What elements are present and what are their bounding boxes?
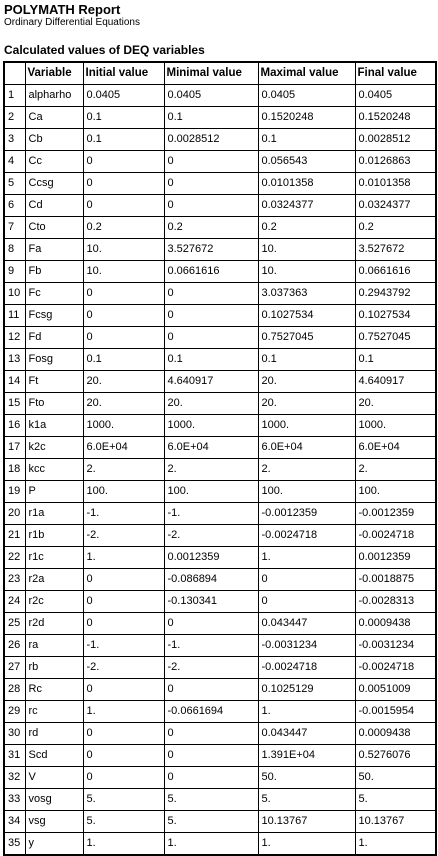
minimal-value-cell: 0 (164, 151, 258, 173)
table-row (4, 657, 436, 679)
row-index-cell: 20 (4, 503, 25, 525)
final-value-cell: 0.0051009 (355, 679, 436, 701)
initial-value-cell: 0 (83, 591, 164, 613)
initial-value-cell: 100. (83, 481, 164, 503)
maximal-value-cell: -0.0024718 (258, 525, 355, 547)
maximal-value-cell: 0.1520248 (258, 107, 355, 129)
variable-name-cell: kcc (25, 459, 83, 481)
maximal-value-cell: -0.0031234 (258, 635, 355, 657)
final-value-cell: 0.0012359 (355, 547, 436, 569)
variable-name-cell: rb (25, 657, 83, 679)
final-value-cell: 1000. (355, 415, 436, 437)
table-row (4, 261, 436, 283)
variable-name-cell: P (25, 481, 83, 503)
initial-value-cell: 20. (83, 393, 164, 415)
variable-name-cell: Cd (25, 195, 83, 217)
table-row (4, 371, 436, 393)
minimal-value-cell: 0 (164, 767, 258, 789)
row-index-cell: 6 (4, 195, 25, 217)
final-value-cell: 0.2943792 (355, 283, 436, 305)
minimal-value-cell: 0 (164, 327, 258, 349)
initial-value-cell: 0 (83, 327, 164, 349)
table-row (4, 723, 436, 745)
initial-value-cell: 10. (83, 261, 164, 283)
table-row (4, 679, 436, 701)
variable-name-cell: Cc (25, 151, 83, 173)
variable-name-cell: Fcsg (25, 305, 83, 327)
initial-value-cell: 5. (83, 789, 164, 811)
maximal-value-cell: 0 (258, 569, 355, 591)
variable-name-cell: Rc (25, 679, 83, 701)
section-heading: Calculated values of DEQ variables (4, 43, 205, 57)
table-row (4, 327, 436, 349)
final-value-cell: 50. (355, 767, 436, 789)
row-index-cell: 12 (4, 327, 25, 349)
initial-value-cell: 5. (83, 811, 164, 833)
table-row (4, 613, 436, 635)
variable-name-cell: Ca (25, 107, 83, 129)
minimal-value-cell: -0.130341 (164, 591, 258, 613)
final-value-cell: 0.1 (355, 349, 436, 371)
row-index-cell: 24 (4, 591, 25, 613)
table-row (4, 767, 436, 789)
final-value-cell: 3.527672 (355, 239, 436, 261)
table-row (4, 393, 436, 415)
deq-variables-table (3, 61, 437, 856)
final-value-cell: 0.7527045 (355, 327, 436, 349)
final-value-cell: -0.0018875 (355, 569, 436, 591)
variable-name-cell: vsg (25, 811, 83, 833)
maximal-value-cell: 2. (258, 459, 355, 481)
initial-value-cell: 1. (83, 833, 164, 856)
maximal-value-cell: 0.1 (258, 129, 355, 151)
final-value-cell: 0.0101358 (355, 173, 436, 195)
initial-value-cell: -2. (83, 657, 164, 679)
column-header-final-value: Final value (355, 62, 436, 85)
row-index-cell: 21 (4, 525, 25, 547)
maximal-value-cell: 0.1 (258, 349, 355, 371)
table-row (4, 745, 436, 767)
row-index-cell: 32 (4, 767, 25, 789)
table-row (4, 129, 436, 151)
column-header-index (4, 62, 25, 85)
final-value-cell: 0.0028512 (355, 129, 436, 151)
row-index-cell: 23 (4, 569, 25, 591)
table-header-row (4, 62, 436, 85)
minimal-value-cell: -0.086894 (164, 569, 258, 591)
maximal-value-cell: 1. (258, 833, 355, 856)
final-value-cell: -0.0015954 (355, 701, 436, 723)
final-value-cell: -0.0028313 (355, 591, 436, 613)
table-row (4, 525, 436, 547)
row-index-cell: 35 (4, 833, 25, 856)
final-value-cell: 0.0009438 (355, 723, 436, 745)
table-row (4, 349, 436, 371)
table-row (4, 151, 436, 173)
variable-name-cell: V (25, 767, 83, 789)
minimal-value-cell: 5. (164, 789, 258, 811)
maximal-value-cell: 3.037363 (258, 283, 355, 305)
table-row (4, 305, 436, 327)
final-value-cell: 100. (355, 481, 436, 503)
table-body (4, 85, 436, 856)
minimal-value-cell: 1. (164, 833, 258, 856)
minimal-value-cell: -2. (164, 657, 258, 679)
variable-name-cell: Cto (25, 217, 83, 239)
maximal-value-cell: 0.0101358 (258, 173, 355, 195)
initial-value-cell: 1. (83, 547, 164, 569)
maximal-value-cell: 1.391E+04 (258, 745, 355, 767)
maximal-value-cell: 20. (258, 371, 355, 393)
maximal-value-cell: 0 (258, 591, 355, 613)
table-row (4, 283, 436, 305)
variable-name-cell: Fb (25, 261, 83, 283)
minimal-value-cell: 0 (164, 173, 258, 195)
table-row (4, 503, 436, 525)
column-header-maximal-value: Maximal value (258, 62, 355, 85)
variable-name-cell: Scd (25, 745, 83, 767)
final-value-cell: 0.1520248 (355, 107, 436, 129)
variable-name-cell: Fa (25, 239, 83, 261)
row-index-cell: 17 (4, 437, 25, 459)
minimal-value-cell: 0.1 (164, 349, 258, 371)
minimal-value-cell: 6.0E+04 (164, 437, 258, 459)
final-value-cell: 0.0405 (355, 85, 436, 107)
row-index-cell: 1 (4, 85, 25, 107)
minimal-value-cell: 0.1 (164, 107, 258, 129)
variable-name-cell: vosg (25, 789, 83, 811)
table-row (4, 569, 436, 591)
initial-value-cell: 20. (83, 371, 164, 393)
maximal-value-cell: 5. (258, 789, 355, 811)
row-index-cell: 18 (4, 459, 25, 481)
final-value-cell: 0.0661616 (355, 261, 436, 283)
initial-value-cell: 0 (83, 173, 164, 195)
maximal-value-cell: 0.7527045 (258, 327, 355, 349)
maximal-value-cell: 6.0E+04 (258, 437, 355, 459)
row-index-cell: 31 (4, 745, 25, 767)
initial-value-cell: 0 (83, 283, 164, 305)
table-row (4, 195, 436, 217)
final-value-cell: 0.1027534 (355, 305, 436, 327)
initial-value-cell: 0.1 (83, 349, 164, 371)
minimal-value-cell: 0.2 (164, 217, 258, 239)
final-value-cell: 0.0324377 (355, 195, 436, 217)
row-index-cell: 14 (4, 371, 25, 393)
initial-value-cell: 6.0E+04 (83, 437, 164, 459)
initial-value-cell: 0.1 (83, 129, 164, 151)
row-index-cell: 27 (4, 657, 25, 679)
maximal-value-cell: 100. (258, 481, 355, 503)
initial-value-cell: 0 (83, 569, 164, 591)
column-header-minimal-value: Minimal value (164, 62, 258, 85)
initial-value-cell: 1. (83, 701, 164, 723)
table-row (4, 459, 436, 481)
maximal-value-cell: 10. (258, 261, 355, 283)
minimal-value-cell: 3.527672 (164, 239, 258, 261)
final-value-cell: 0.0126863 (355, 151, 436, 173)
final-value-cell: 1. (355, 833, 436, 856)
minimal-value-cell: -1. (164, 503, 258, 525)
final-value-cell: 0.5276076 (355, 745, 436, 767)
final-value-cell: -0.0024718 (355, 657, 436, 679)
row-index-cell: 34 (4, 811, 25, 833)
table-row (4, 415, 436, 437)
minimal-value-cell: 2. (164, 459, 258, 481)
report-subtitle: Ordinary Differential Equations (4, 17, 140, 28)
table-row (4, 591, 436, 613)
maximal-value-cell: 10. (258, 239, 355, 261)
initial-value-cell: 0 (83, 151, 164, 173)
table-row (4, 85, 436, 107)
row-index-cell: 13 (4, 349, 25, 371)
table-row (4, 547, 436, 569)
variable-name-cell: Fto (25, 393, 83, 415)
row-index-cell: 28 (4, 679, 25, 701)
variable-name-cell: Ccsg (25, 173, 83, 195)
minimal-value-cell: 5. (164, 811, 258, 833)
table-row (4, 107, 436, 129)
variable-name-cell: r2a (25, 569, 83, 591)
maximal-value-cell: 1. (258, 547, 355, 569)
variable-name-cell: r2c (25, 591, 83, 613)
row-index-cell: 3 (4, 129, 25, 151)
minimal-value-cell: 0 (164, 305, 258, 327)
minimal-value-cell: 0.0012359 (164, 547, 258, 569)
row-index-cell: 10 (4, 283, 25, 305)
row-index-cell: 9 (4, 261, 25, 283)
row-index-cell: 33 (4, 789, 25, 811)
final-value-cell: 10.13767 (355, 811, 436, 833)
final-value-cell: 5. (355, 789, 436, 811)
row-index-cell: 2 (4, 107, 25, 129)
maximal-value-cell: 1. (258, 701, 355, 723)
variable-name-cell: k1a (25, 415, 83, 437)
variable-name-cell: rc (25, 701, 83, 723)
variable-name-cell: k2c (25, 437, 83, 459)
variable-name-cell: Fosg (25, 349, 83, 371)
table-row (4, 635, 436, 657)
minimal-value-cell: 0 (164, 723, 258, 745)
maximal-value-cell: 10.13767 (258, 811, 355, 833)
table-row (4, 789, 436, 811)
variable-name-cell: Ft (25, 371, 83, 393)
maximal-value-cell: 0.043447 (258, 613, 355, 635)
table-row (4, 437, 436, 459)
report-title: POLYMATH Report (4, 2, 121, 17)
row-index-cell: 25 (4, 613, 25, 635)
row-index-cell: 30 (4, 723, 25, 745)
maximal-value-cell: 0.2 (258, 217, 355, 239)
table-row (4, 481, 436, 503)
minimal-value-cell: 100. (164, 481, 258, 503)
minimal-value-cell: 0 (164, 283, 258, 305)
variable-name-cell: Fc (25, 283, 83, 305)
initial-value-cell: 0.2 (83, 217, 164, 239)
initial-value-cell: 1000. (83, 415, 164, 437)
final-value-cell: 4.640917 (355, 371, 436, 393)
variable-name-cell: rd (25, 723, 83, 745)
initial-value-cell: -1. (83, 503, 164, 525)
maximal-value-cell: 50. (258, 767, 355, 789)
maximal-value-cell: 0.1027534 (258, 305, 355, 327)
row-index-cell: 8 (4, 239, 25, 261)
initial-value-cell: 0 (83, 613, 164, 635)
minimal-value-cell: 0.0405 (164, 85, 258, 107)
column-header-variable: Variable (25, 62, 83, 85)
row-index-cell: 4 (4, 151, 25, 173)
table-row (4, 833, 436, 856)
variable-name-cell: Fd (25, 327, 83, 349)
initial-value-cell: 0 (83, 767, 164, 789)
final-value-cell: -0.0031234 (355, 635, 436, 657)
maximal-value-cell: -0.0012359 (258, 503, 355, 525)
final-value-cell: 6.0E+04 (355, 437, 436, 459)
minimal-value-cell: 0 (164, 613, 258, 635)
maximal-value-cell: 1000. (258, 415, 355, 437)
maximal-value-cell: 0.056543 (258, 151, 355, 173)
minimal-value-cell: -0.0661694 (164, 701, 258, 723)
maximal-value-cell: 0.0405 (258, 85, 355, 107)
minimal-value-cell: 20. (164, 393, 258, 415)
column-header-initial-value: Initial value (83, 62, 164, 85)
row-index-cell: 19 (4, 481, 25, 503)
minimal-value-cell: -1. (164, 635, 258, 657)
initial-value-cell: 2. (83, 459, 164, 481)
initial-value-cell: -1. (83, 635, 164, 657)
maximal-value-cell: 20. (258, 393, 355, 415)
table-row (4, 217, 436, 239)
variable-name-cell: alpharho (25, 85, 83, 107)
variable-name-cell: r1a (25, 503, 83, 525)
initial-value-cell: 0 (83, 679, 164, 701)
maximal-value-cell: 0.1025129 (258, 679, 355, 701)
final-value-cell: -0.0024718 (355, 525, 436, 547)
variable-name-cell: Cb (25, 129, 83, 151)
minimal-value-cell: -2. (164, 525, 258, 547)
minimal-value-cell: 0 (164, 745, 258, 767)
final-value-cell: 0.2 (355, 217, 436, 239)
variable-name-cell: y (25, 833, 83, 856)
initial-value-cell: -2. (83, 525, 164, 547)
initial-value-cell: 0.1 (83, 107, 164, 129)
variable-name-cell: r2d (25, 613, 83, 635)
table-row (4, 701, 436, 723)
row-index-cell: 7 (4, 217, 25, 239)
variable-name-cell: r1b (25, 525, 83, 547)
row-index-cell: 15 (4, 393, 25, 415)
variable-name-cell: ra (25, 635, 83, 657)
initial-value-cell: 0 (83, 745, 164, 767)
final-value-cell: 20. (355, 393, 436, 415)
initial-value-cell: 0 (83, 195, 164, 217)
table-row (4, 173, 436, 195)
maximal-value-cell: 0.0324377 (258, 195, 355, 217)
minimal-value-cell: 4.640917 (164, 371, 258, 393)
maximal-value-cell: 0.043447 (258, 723, 355, 745)
minimal-value-cell: 0.0661616 (164, 261, 258, 283)
minimal-value-cell: 0 (164, 679, 258, 701)
row-index-cell: 22 (4, 547, 25, 569)
minimal-value-cell: 1000. (164, 415, 258, 437)
final-value-cell: 0.0009438 (355, 613, 436, 635)
table-row (4, 239, 436, 261)
row-index-cell: 5 (4, 173, 25, 195)
variable-name-cell: r1c (25, 547, 83, 569)
final-value-cell: 2. (355, 459, 436, 481)
initial-value-cell: 0 (83, 305, 164, 327)
minimal-value-cell: 0 (164, 195, 258, 217)
initial-value-cell: 0 (83, 723, 164, 745)
row-index-cell: 29 (4, 701, 25, 723)
row-index-cell: 11 (4, 305, 25, 327)
final-value-cell: -0.0012359 (355, 503, 436, 525)
minimal-value-cell: 0.0028512 (164, 129, 258, 151)
row-index-cell: 26 (4, 635, 25, 657)
maximal-value-cell: -0.0024718 (258, 657, 355, 679)
initial-value-cell: 10. (83, 239, 164, 261)
row-index-cell: 16 (4, 415, 25, 437)
initial-value-cell: 0.0405 (83, 85, 164, 107)
